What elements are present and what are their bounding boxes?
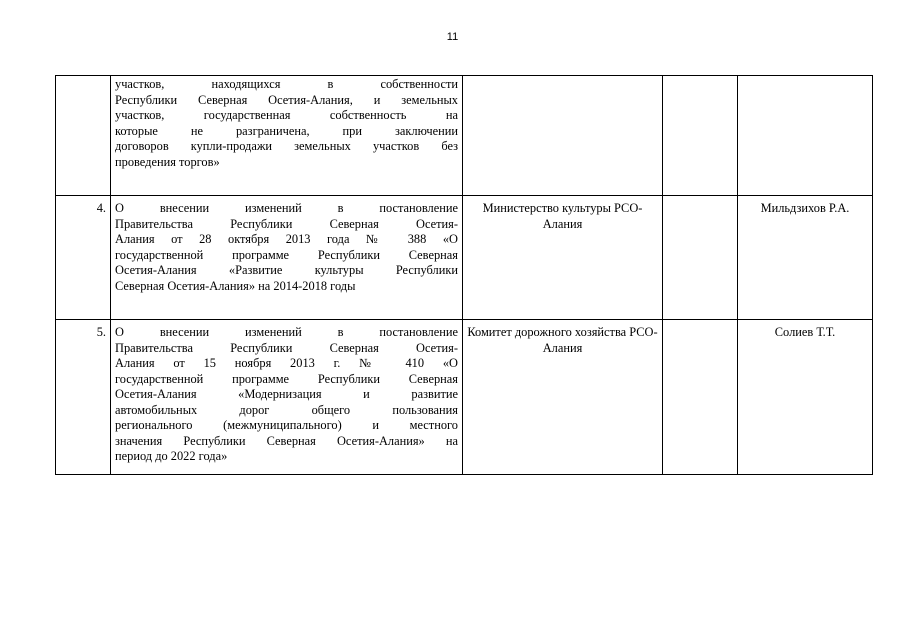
title-line: договоров купли-продажи земельных участков без (115, 139, 458, 153)
title-line: автомобильных дорог общего пользования (115, 402, 458, 417)
row-number-cell: 5. (56, 320, 111, 475)
title-line: О внесении изменений в постановление (115, 201, 458, 215)
responsible-cell: Мильдзихов Р.А. (738, 196, 873, 320)
table-row (56, 196, 873, 320)
title-line: Алания от 15 ноября 2013 г. № 410 «О (115, 356, 458, 370)
title-line: Осетия-Алания «Модернизация и развитие (115, 387, 458, 401)
document-table (55, 75, 873, 475)
deadline-cell (663, 196, 738, 320)
responsible-cell (738, 76, 873, 196)
title-line: Алания от 28 октября 2013 года № 388 «О (115, 232, 458, 246)
title-line: период до 2022 года» (115, 449, 228, 463)
title-line: проведения торгов» (115, 154, 220, 169)
title-line: государственной программе Республики Северная (115, 247, 458, 262)
title-line: участков, находящихся в собственности (115, 77, 458, 91)
row-title-cell (111, 76, 463, 196)
row-number-cell: 4. (56, 196, 111, 320)
title-line: государственной программе Республики Северная (115, 371, 458, 386)
table-row (56, 320, 873, 475)
deadline-cell (663, 320, 738, 475)
row-number-cell (56, 76, 111, 196)
row-title-cell (111, 196, 463, 320)
executor-cell: Министерство культуры РСО-Алания (463, 196, 663, 320)
title-line: которые не разграничена, при заключении (115, 123, 458, 138)
row-title-cell (111, 320, 463, 475)
responsible-cell: Солиев Т.Т. (738, 320, 873, 475)
title-line: участков, государственная собственность на (115, 108, 458, 122)
executor-cell: Комитет дорожного хозяйства РСО-Алания (463, 320, 663, 475)
title-line: Республики Северная Осетия-Алания, и земельных (115, 92, 458, 107)
title-line: значения Республики Северная Осетия-Алания» на (115, 433, 458, 448)
title-line: Правительства Республики Северная Осетия- (115, 216, 458, 231)
title-line: регионального (межмуниципального) и местного (115, 418, 458, 432)
page-number: 11 (446, 31, 459, 43)
title-line: Правительства Республики Северная Осетия- (115, 340, 458, 355)
title-line: О внесении изменений в постановление (115, 325, 458, 339)
title-line: Северная Осетия-Алания» на 2014-2018 годы (115, 278, 356, 293)
executor-cell (463, 76, 663, 196)
title-line: Осетия-Алания «Развитие культуры Республики (115, 263, 458, 277)
deadline-cell (663, 76, 738, 196)
table-row (56, 76, 873, 196)
